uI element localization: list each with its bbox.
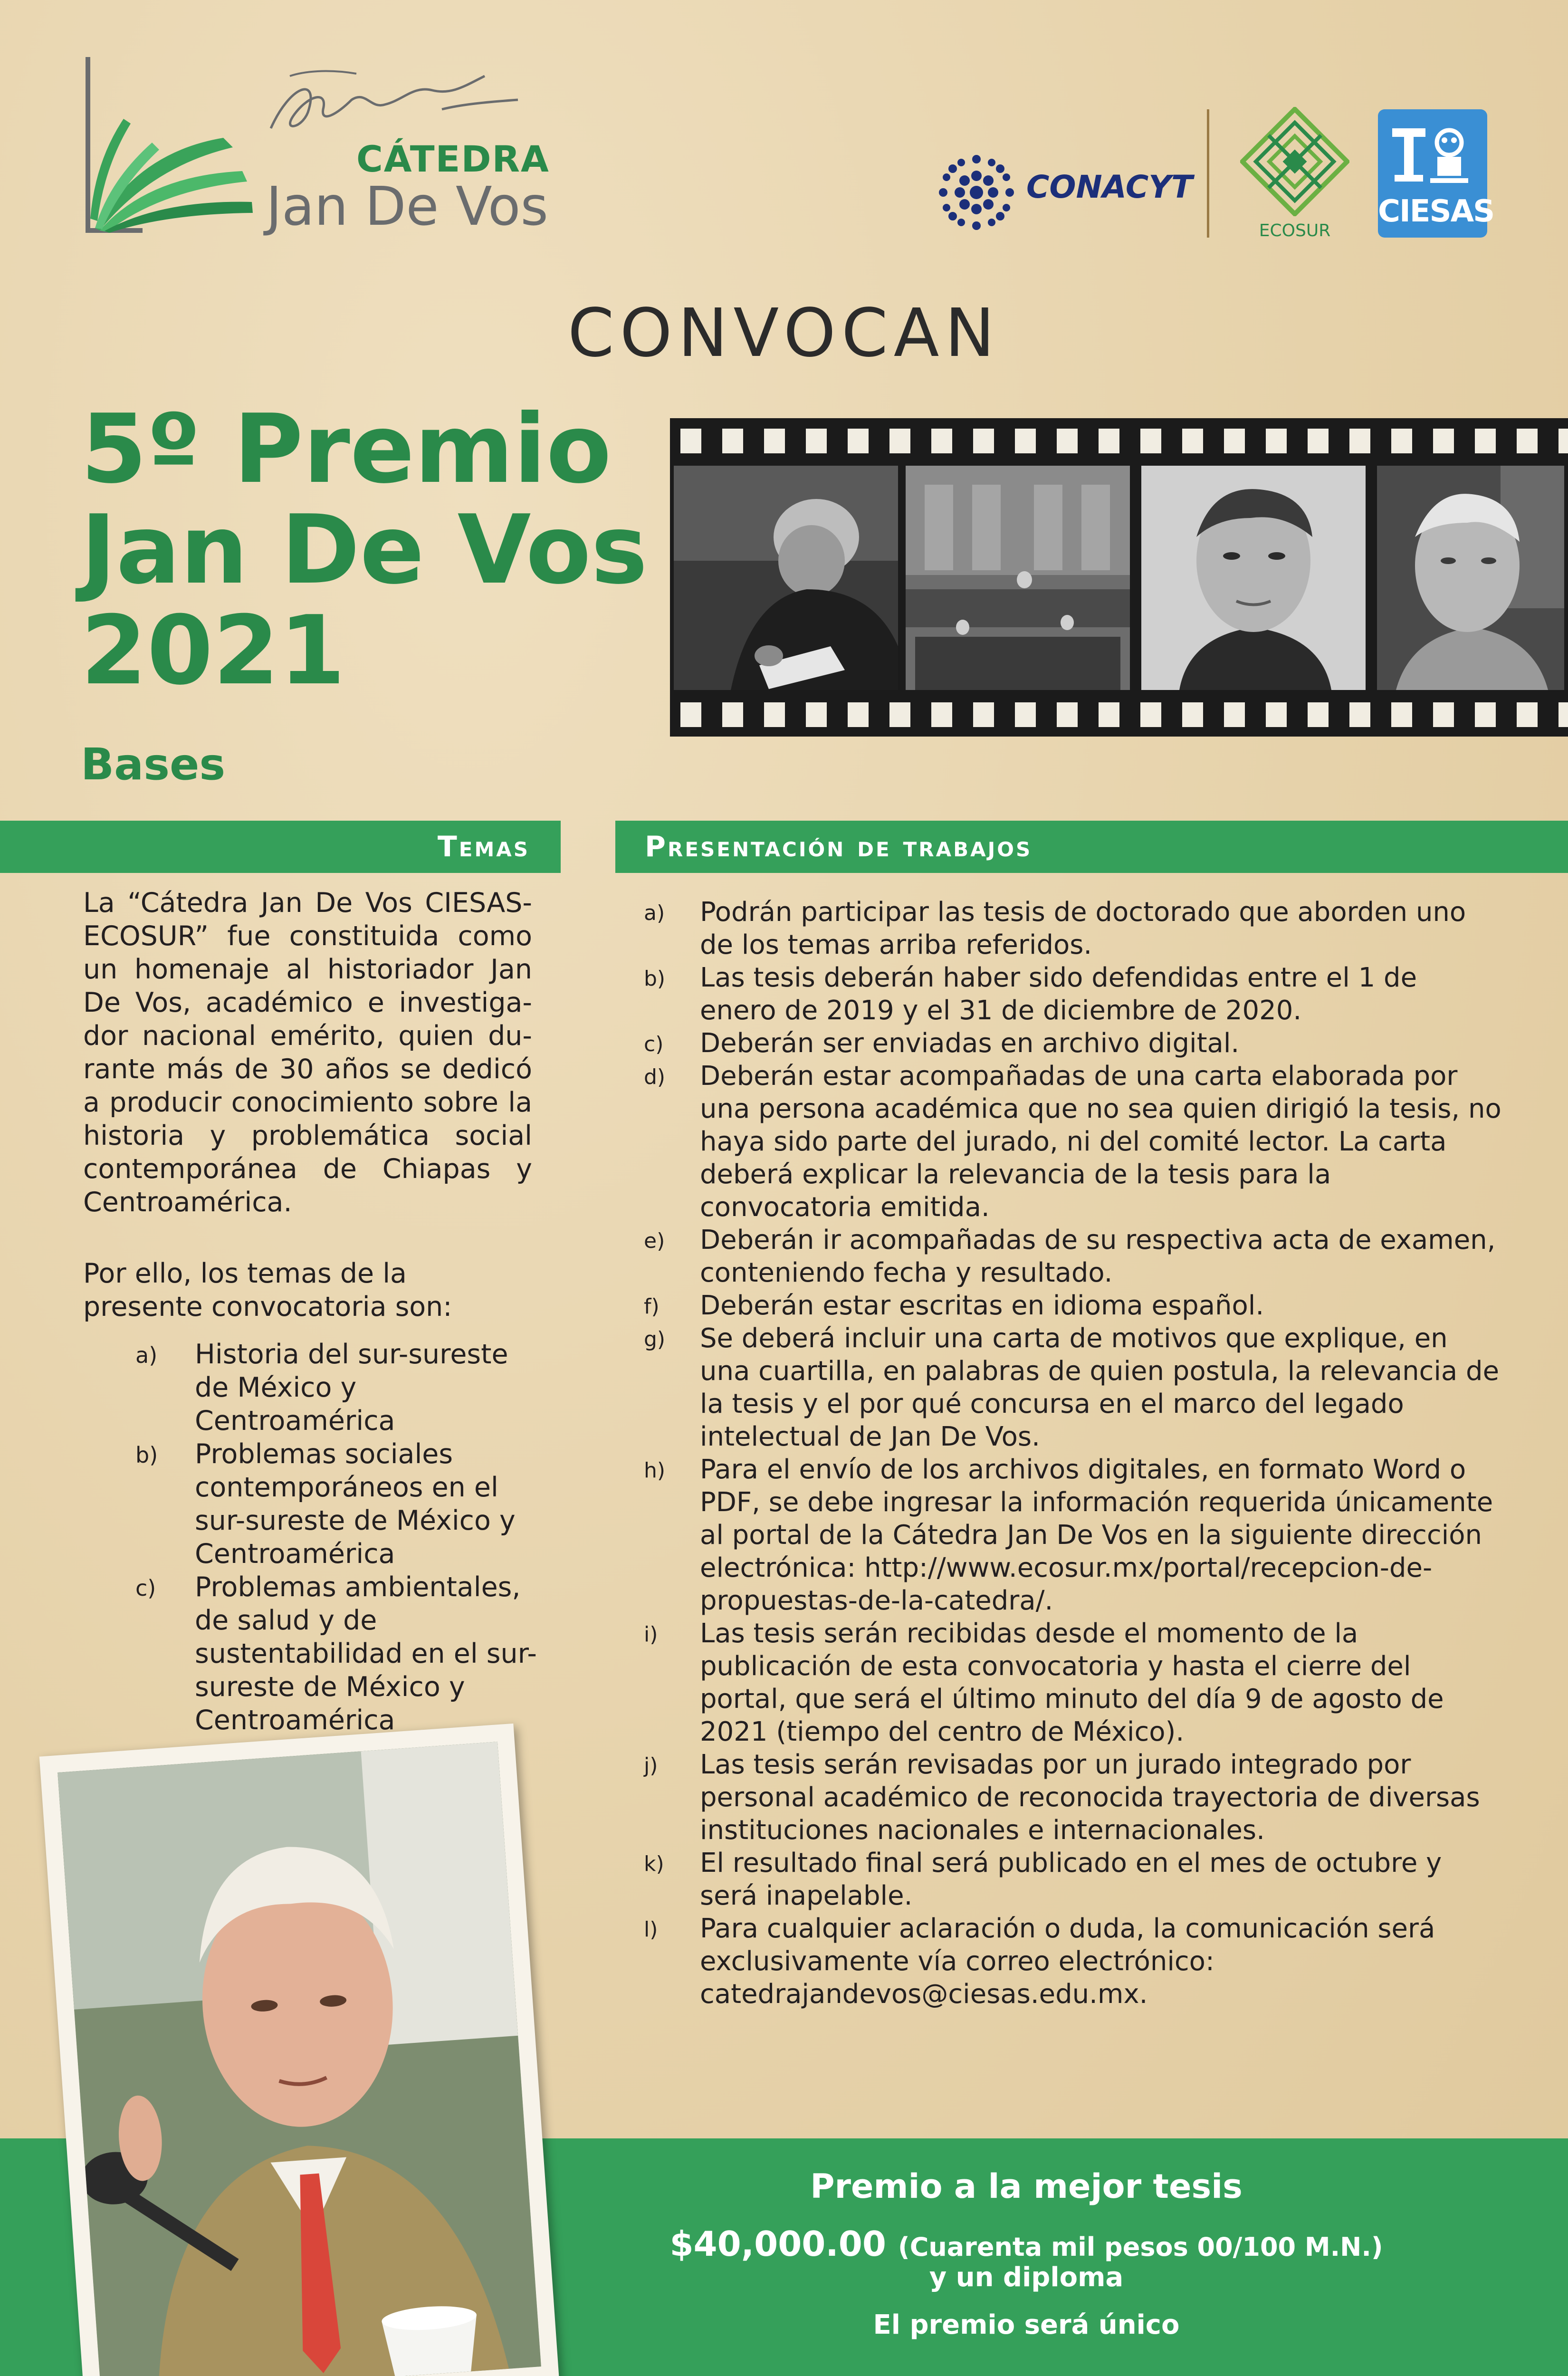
list-item-text: Las tesis serán recibidas desde el momento de la publicación de esta convocatoria y hasta el cierre del portal, que será el último minuto del día 9 de agosto de 2021 (tiempo del centro de México).: [700, 1618, 1444, 1747]
ciesas-logo: [1378, 109, 1494, 238]
list-item-label: c): [644, 1032, 664, 1056]
convocan-heading: CONVOCAN: [567, 295, 1001, 372]
prize-note: El premio será único: [873, 2309, 1180, 2340]
list-item: [644, 896, 1501, 961]
list-item-text: Problemas sociales contemporáneos en el sur-sureste de México y Centroamérica: [195, 1438, 516, 1570]
film-frame-writing: [674, 466, 898, 690]
list-item: [644, 1322, 1501, 1453]
film-frame-portrait-old: [1377, 466, 1564, 690]
ecosur-logo: [1240, 107, 1349, 245]
ciesas-glyph-icon: [1378, 109, 1487, 195]
logo-divider: [1207, 109, 1209, 238]
list-item-text: Deberán estar escritas en idioma español.: [700, 1290, 1264, 1321]
portrait-photo-image: [57, 1742, 541, 2376]
conacyt-name: CONACYT: [1026, 169, 1193, 205]
prize-amount-line: [532, 2224, 1520, 2264]
award-title-line-3: 2021: [81, 595, 345, 706]
prize-extra: y un diploma: [929, 2262, 1124, 2293]
film-holes-bottom: [670, 702, 1568, 727]
catedra-logo: [81, 57, 550, 242]
presentacion-heading: Presentación de trabajos: [645, 830, 1033, 863]
list-item-label: f): [644, 1294, 660, 1319]
list-item-label: a): [644, 901, 665, 925]
list-item-label: k): [644, 1852, 664, 1876]
award-title: [81, 394, 648, 706]
list-item: [644, 1027, 1501, 1060]
list-item-label: i): [644, 1622, 658, 1647]
list-item-text: Para el envío de los archivos digitales, en formato Word o PDF, se debe ingresar la información requerida únicamente al portal de la Cátedra Jan De Vos en la siguiente dirección electrónica: http://www.ecosur.mx/portal/recepcion-de-propuestas-de-la-catedra/.: [700, 1454, 1493, 1616]
portrait-photo: [39, 1724, 560, 2376]
prize-amount: $40,000.00: [669, 2224, 886, 2264]
presentacion-bar: [615, 821, 1568, 873]
list-item: [644, 1912, 1501, 2011]
list-item-label: d): [644, 1065, 666, 1089]
list-item-text: Podrán participar las tesis de doctorado que aborden uno de los temas arriba referidos.: [700, 897, 1466, 960]
list-item-text: Las tesis deberán haber sido defendidas entre el 1 de enero de 2019 y el 31 de diciembre de 2020.: [700, 962, 1417, 1026]
film-holes-top: [670, 429, 1568, 453]
list-item-text: El resultado final será publicado en el mes de octubre y será inapelable.: [700, 1848, 1442, 1911]
list-item-text: Deberán ser enviadas en archivo digital.: [700, 1028, 1240, 1059]
list-item-text: Problemas ambientales, de salud y de sustentabilidad en el sur-sureste de México y Centroamérica: [195, 1571, 537, 1736]
list-item-text: Historia del sur-sureste de México y Centroamérica: [195, 1339, 508, 1437]
conacyt-dots-icon: [931, 147, 1022, 238]
temas-list: [135, 1338, 544, 1737]
ciesas-badge: [1378, 109, 1494, 238]
list-item-label: e): [644, 1229, 665, 1253]
temas-heading: Temas: [437, 830, 530, 863]
list-item-label: l): [644, 1917, 658, 1942]
list-item: [644, 1224, 1501, 1289]
list-item-text: Las tesis serán revisadas por un jurado integrado por personal académico de reconocida trayectoria de diversas instituciones nacionales e internacionales.: [700, 1749, 1480, 1846]
film-frame-courtroom: [906, 466, 1130, 690]
prize-amount-words: (Cuarenta mil pesos 00/100 M.N.): [898, 2232, 1383, 2262]
presentacion-list: [644, 896, 1501, 2011]
temas-intro: La “Cátedra Jan De Vos CIESAS-ECOSUR” fue constituida como un homenaje al historiador Jan De Vos, académico e investiga-dor nacional emérito, quien du-rante más de 30 años se dedicó a producir conocimiento sobre la historia y problemática social contemporánea de Chiapas y Centroamérica.: [83, 887, 532, 1218]
list-item: [644, 961, 1501, 1027]
list-item-label: c): [135, 1575, 156, 1601]
list-item: [135, 1437, 544, 1571]
list-item: [644, 1289, 1501, 1322]
list-item-label: g): [644, 1327, 666, 1351]
film-frame-portrait-young: [1141, 466, 1366, 690]
ecosur-name: ECOSUR: [1259, 221, 1331, 240]
temas-bar: [0, 821, 561, 873]
list-item-text: Para cualquier aclaración o duda, la comunicación será exclusivamente vía correo electrónico: catedrajandevos@ciesas.edu.mx.: [700, 1913, 1435, 2010]
list-item-text: Deberán ir acompañadas de su respectiva acta de examen, conteniendo fecha y resultado.: [700, 1225, 1496, 1288]
award-title-line-2: Jan De Vos: [81, 495, 648, 605]
list-item: [644, 1060, 1501, 1224]
list-item-label: j): [644, 1753, 658, 1778]
temas-intro-2: Por ello, los temas de la presente convocatoria son:: [83, 1258, 452, 1322]
prize-title: Premio a la mejor tesis: [810, 2167, 1243, 2206]
ecosur-diamond-icon: [1240, 107, 1349, 216]
film-strip: [670, 418, 1568, 737]
catedra-word: CÁTEDRA: [356, 138, 550, 180]
list-item-label: h): [644, 1458, 666, 1483]
list-item: [644, 1453, 1501, 1617]
list-item-text: Deberán estar acompañadas de una carta elaborada por una persona académica que no sea quien dirigió la tesis, no haya sido parte del jurado, ni del comité lector. La carta deberá explicar la relevancia de la tesis para la convocatoria emitida.: [700, 1061, 1501, 1223]
list-item: [644, 1617, 1501, 1748]
list-item: [135, 1338, 544, 1437]
list-item: [644, 1748, 1501, 1847]
list-item-text: Se deberá incluir una carta de motivos que explique, en una cuartilla, en palabras de quien postula, la relevancia de la tesis y el por qué concursa en el marco del legado intelectual de Jan De Vos.: [700, 1323, 1500, 1452]
bases-heading: Bases: [81, 739, 226, 790]
list-item-label: b): [135, 1442, 158, 1468]
ciesas-name: CIESAS: [1378, 194, 1494, 229]
list-item: [135, 1571, 544, 1737]
catedra-name: Jan De Vos: [266, 176, 548, 238]
conacyt-logo: [931, 147, 1240, 242]
list-item: [644, 1847, 1501, 1912]
list-item-label: b): [644, 967, 666, 991]
list-item-label: a): [135, 1342, 158, 1368]
award-title-line-1: 5º Premio: [81, 394, 612, 505]
